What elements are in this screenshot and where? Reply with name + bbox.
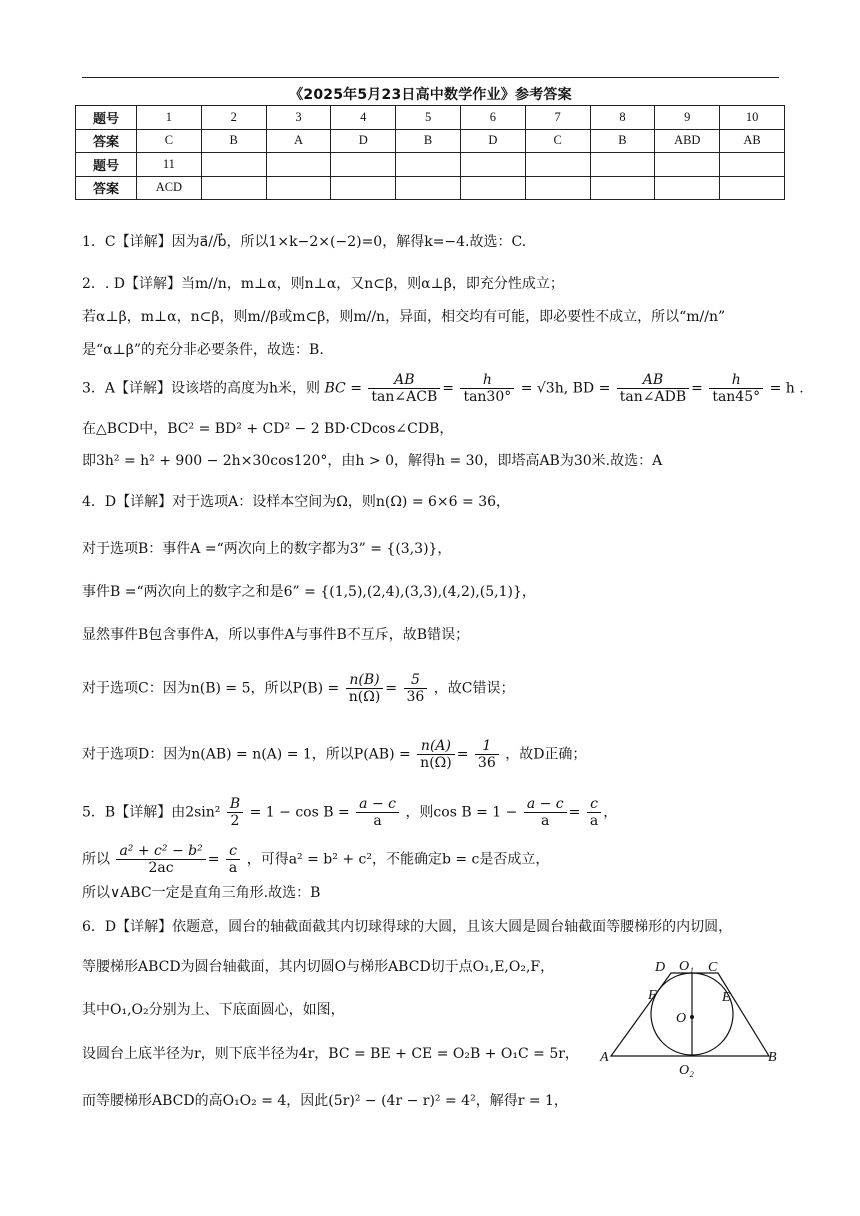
numerator: AB: [368, 372, 440, 389]
table-cell: [396, 176, 461, 200]
table-cell: [460, 153, 525, 177]
fraction: [404, 672, 428, 705]
numerator: a − c: [524, 796, 567, 813]
fraction: [587, 796, 601, 829]
row-label-answer: 答案: [76, 176, 137, 200]
solution-6-line-4: 设圆台上底半径为r，则下底半径为4r，BC = BE + CE = O₂B + O₁C = 5r，: [82, 1046, 579, 1062]
label-o: O: [676, 1011, 687, 1026]
solution-4-line-4: 显然事件B包含事件A，所以事件A与事件B不互斥，故B错误；: [82, 627, 470, 643]
table-cell: [331, 153, 396, 177]
denominator: 36: [406, 689, 425, 705]
fraction: [368, 372, 440, 405]
text: 对于选项C：因为n(B) = 5，所以P(B) =: [82, 680, 340, 697]
denominator: n(Ω): [348, 689, 381, 705]
table-cell: 5: [396, 106, 461, 130]
table-cell: 1: [137, 106, 202, 130]
page-title: 《2025年5月23日高中数学作业》参考答案: [289, 87, 572, 103]
text: 3．A【详解】设该塔的高度为h米，则: [82, 380, 321, 397]
solution-4-line-2: 对于选项B：事件A =“两次向上的数字都为3” = {(3,3)}，: [82, 541, 452, 557]
label-b: B: [768, 1050, 777, 1065]
solution-6-line-5: 而等腰梯形ABCD的高O₁O₂ = 4，因此(5r)² − (4r − r)² = 4²，解得r = 1，: [82, 1093, 568, 1109]
denominator: tan∠ACB: [371, 389, 438, 405]
solution-3-line-3: 即3h² = h² + 900 − 2h×30cos120°，由h > 0，解得h = 30，即塔高AB为30米.故选：A: [82, 453, 663, 469]
denominator: n(Ω): [420, 755, 452, 771]
numerator: B: [227, 796, 243, 813]
fraction: [356, 796, 399, 829]
solution-3-line-2: 在△BCD中，BC² = BD² + CD² − 2 BD·CDcos∠CDB，: [82, 421, 454, 437]
text: ，故D正确；: [505, 746, 587, 763]
table-cell: 3: [266, 106, 331, 130]
denominator: tan45°: [712, 389, 761, 405]
table-cell: 6: [460, 106, 525, 130]
denominator: tan30°: [463, 389, 512, 405]
fraction: [709, 372, 763, 405]
row-label-answer: 答案: [76, 129, 137, 153]
table-cell: [655, 153, 720, 177]
numerator: n(B): [346, 672, 384, 689]
numerator: a² + c² − b²: [116, 843, 205, 860]
label-c: C: [708, 960, 718, 975]
numerator: 5: [404, 672, 428, 689]
table-cell: C: [137, 129, 202, 153]
numerator: 1: [475, 738, 499, 755]
solution-4-line-1: 4．D【详解】对于选项A：设样本空间为Ω，则n(Ω) = 6×6 = 36，: [82, 494, 511, 510]
text: 所以: [82, 851, 110, 868]
answer-table: [75, 105, 785, 200]
numerator: h: [460, 372, 514, 389]
table-cell: C: [525, 129, 590, 153]
table-cell: [331, 176, 396, 200]
text: ，则cos B = 1 −: [405, 804, 518, 821]
table-cell: [266, 176, 331, 200]
fraction: [460, 372, 514, 405]
text: = √3h, BD =: [520, 380, 611, 397]
table-row: [76, 106, 785, 130]
table-cell: 2: [201, 106, 266, 130]
trapezoid-abcd: [611, 973, 769, 1056]
table-cell: ACD: [137, 176, 202, 200]
solution-6-line-3: 其中O₁,O₂分别为上、下底面圆心，如图，: [82, 1002, 345, 1018]
fraction: [417, 738, 455, 771]
table-cell: B: [590, 129, 655, 153]
solution-4-line-3: 事件B =“两次向上的数字之和是6” = {(1,5),(2,4),(3,3),(4,2),(5,1)}，: [82, 584, 536, 600]
numerator: a − c: [356, 796, 399, 813]
solution-1: 1．C【详解】因为a⃗//b⃗，所以1×k−2×(−2)=0，解得k=−4.故选：C.: [82, 234, 527, 250]
table-cell: [396, 153, 461, 177]
table-row: [76, 153, 785, 177]
table-cell: 11: [137, 153, 202, 177]
label-e: E: [722, 990, 731, 1005]
solution-2-line-3: 是“α⊥β”的充分非必要条件，故选：B.: [82, 342, 324, 358]
table-cell: [590, 176, 655, 200]
solution-2-line-1: 2．. D【详解】当m//n，m⊥α，则n⊥α，又n⊂β，则α⊥β，即充分性成立；: [82, 276, 564, 292]
solution-5-line-3: 所以∨ABC一定是直角三角形.故选：B: [82, 885, 321, 901]
fraction: [346, 672, 384, 705]
denominator: a: [228, 860, 238, 876]
table-cell: B: [201, 129, 266, 153]
table-cell: 8: [590, 106, 655, 130]
table-cell: 4: [331, 106, 396, 130]
table-cell: B: [396, 129, 461, 153]
fraction: [617, 372, 689, 405]
solution-2-line-2: 若α⊥β，m⊥α，n⊂β，则m//β或m⊂β，则m//n，异面，相交均有可能，即必要性不成立，所以“m//n”: [82, 309, 726, 325]
table-cell: [590, 153, 655, 177]
denominator: a: [589, 813, 599, 829]
table-cell: A: [266, 129, 331, 153]
fraction: [226, 843, 240, 876]
text: ，可得a² = b² + c²，不能确定b = c是否成立，: [246, 851, 550, 868]
solution-5-line-2: 所以 $\frac{\text{a² + c² − b²}}{2ac}$ = $\frac{c}{a}$ ，可得a² = b² + c²，不能确定b = c是否成立，: [82, 843, 550, 876]
table-cell: [720, 176, 785, 200]
table-cell: D: [460, 129, 525, 153]
fraction: [116, 843, 205, 876]
label-o2: O₂: [679, 1063, 694, 1078]
fraction: [227, 796, 243, 829]
denominator: tan∠ADB: [619, 389, 687, 405]
table-cell: 10: [720, 106, 785, 130]
label-d: D: [655, 960, 666, 975]
table-cell: [201, 176, 266, 200]
solution-6-line-2: 等腰梯形ABCD为圆台轴截面，其内切圆O与梯形ABCD切于点O₁,E,O₂,F，: [82, 959, 555, 975]
numerator: n(A): [417, 738, 455, 755]
text: = h .: [769, 380, 804, 397]
label-o1: O₁: [679, 960, 694, 974]
label-a: A: [600, 1050, 609, 1065]
center-point: [690, 1015, 694, 1019]
numerator: h: [709, 372, 763, 389]
denominator: 2ac: [148, 860, 174, 876]
text: ，故C错误；: [433, 680, 515, 697]
trapezoid-figure: [596, 960, 786, 1078]
denominator: 2: [230, 813, 240, 829]
text: BC =: [324, 380, 362, 397]
denominator: a: [373, 813, 382, 829]
table-cell: D: [331, 129, 396, 153]
numerator: AB: [617, 372, 689, 389]
denominator: 36: [477, 755, 496, 771]
text: 对于选项D：因为n(AB) = n(A) = 1，所以P(AB) =: [82, 746, 411, 763]
solution-4-line-5: 对于选项C：因为n(B) = 5，所以P(B) = $\frac{n(B)}{n(\Omega)}$ = $\frac{5}{36}$ ，故C错误；: [82, 672, 515, 705]
table-cell: [525, 153, 590, 177]
table-cell: 9: [655, 106, 720, 130]
table-cell: [720, 153, 785, 177]
text: = 1 − cos B =: [249, 804, 350, 821]
solution-6-line-1: 6．D【详解】依题意，圆台的轴截面截其内切球得球的大圆，且该大圆是圆台轴截面等腰梯形的内切圆，: [82, 919, 733, 935]
table-cell: [655, 176, 720, 200]
numerator: c: [226, 843, 240, 860]
numerator: c: [587, 796, 601, 813]
header-rule: [82, 77, 779, 78]
table-row: [76, 129, 785, 153]
fraction: [524, 796, 567, 829]
row-label-number: 题号: [76, 153, 137, 177]
table-row: [76, 176, 785, 200]
table-cell: [525, 176, 590, 200]
table-cell: [201, 153, 266, 177]
table-cell: [460, 176, 525, 200]
row-label-number: 题号: [76, 106, 137, 130]
solution-4-line-6: 对于选项D：因为n(AB) = n(A) = 1，所以P(AB) = $\frac{n(A)}{n(\Omega)}$ = $\frac{1}{36}$ ，故D正确；: [82, 738, 587, 771]
table-cell: [266, 153, 331, 177]
solution-5-line-1: 5．B【详解】由2sin² $\frac{B}{2}$ = 1 − cos B = $\frac{a - c}{a}$ ，则cos B = 1 − $\frac{a - c}{a}$ = $\frac{c}{a}$ ，: [82, 796, 618, 829]
table-cell: ABD: [655, 129, 720, 153]
denominator: a: [541, 813, 550, 829]
label-f: F: [648, 988, 657, 1003]
table-cell: 7: [525, 106, 590, 130]
fraction: [475, 738, 499, 771]
solution-3-line-1: 3．A【详解】设该塔的高度为h米，则 BC = $\frac{AB}{\text{tan∠ACB}}$ = $\frac{h}{\tan 30^\circ}$ = √3h, BD = $\frac{AB}{\text{tan∠ADB}}$ = $\frac{h}{\tan 45^\circ}$ = h .: [82, 372, 804, 405]
text: 5．B【详解】由2sin²: [82, 804, 221, 821]
table-cell: AB: [720, 129, 785, 153]
